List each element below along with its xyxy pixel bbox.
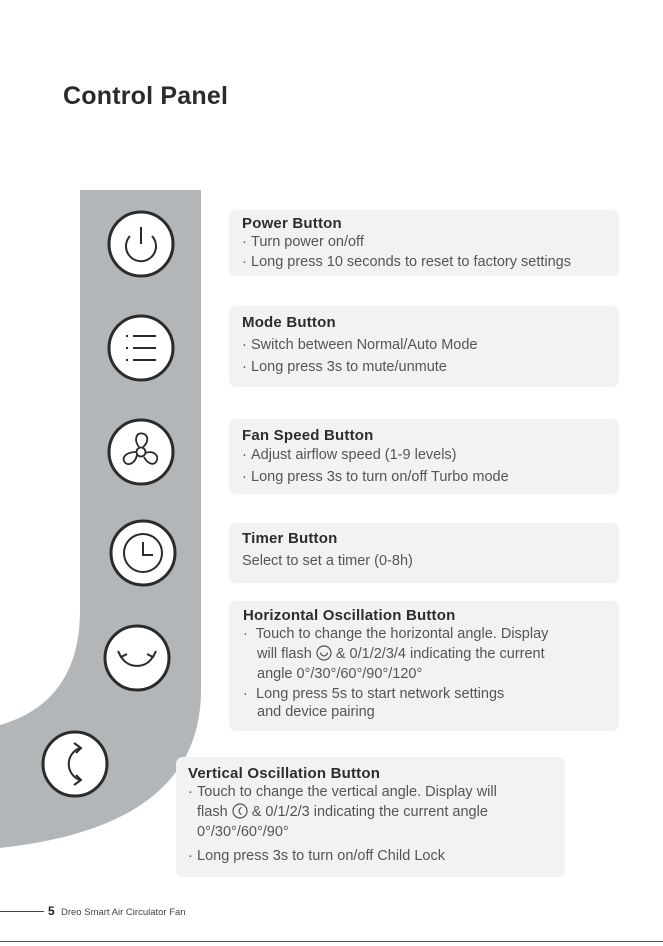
card-line: and device pairing [257, 704, 375, 720]
card-line: · Long press 5s to start network settings [243, 686, 505, 702]
card-line: flash & 0/1/2/3 indicating the current angle [197, 804, 488, 820]
card-line: · Long press 3s to turn on/off Turbo mode [242, 469, 509, 485]
mode-button-card [229, 306, 619, 387]
card-line: · Switch between Normal/Auto Mode [242, 337, 478, 353]
horizontal-oscillation-button-card [229, 601, 619, 731]
vertical-oscillation-button-card [176, 757, 565, 877]
bottom-rule [0, 941, 663, 942]
clock-icon[interactable] [108, 518, 178, 588]
card-line: · Adjust airflow speed (1-9 levels) [242, 447, 457, 463]
card-title: Vertical Oscillation Button [188, 765, 381, 782]
card-title: Fan Speed Button [242, 427, 374, 444]
card-line: · Turn power on/off [242, 234, 364, 250]
card-line: will flash & 0/1/2/3/4 indicating the current [257, 646, 545, 662]
power-icon[interactable] [106, 209, 176, 279]
horizontal-oscillation-icon[interactable] [102, 623, 172, 693]
vertical-oscillation-icon[interactable] [40, 729, 110, 799]
page-number: 5 [48, 904, 55, 918]
footer-product-name: Dreo Smart Air Circulator Fan [61, 907, 186, 918]
card-line: 0°/30°/60°/90° [197, 824, 289, 840]
card-line: · Touch to change the vertical angle. Display will [188, 784, 497, 800]
vertical-oscillation-inline-icon [232, 803, 248, 819]
power-button-card [229, 210, 619, 276]
card-line: · Touch to change the horizontal angle. Display [243, 626, 549, 642]
card-line: angle 0°/30°/60°/90°/120° [257, 666, 423, 682]
card-line: · Long press 3s to mute/unmute [242, 359, 447, 375]
card-line: Select to set a timer (0-8h) [242, 553, 413, 569]
smile-oscillation-icon [316, 645, 332, 661]
page-title: Control Panel [63, 82, 229, 110]
card-title: Mode Button [242, 314, 336, 331]
mode-list-icon[interactable] [106, 313, 176, 383]
card-line: · Long press 10 seconds to reset to factory settings [242, 254, 571, 270]
card-title: Timer Button [242, 530, 338, 547]
card-title: Power Button [242, 215, 342, 232]
card-line: · Long press 3s to turn on/off Child Lock [188, 848, 445, 864]
card-title: Horizontal Oscillation Button [243, 607, 456, 624]
footer-divider [0, 911, 44, 912]
timer-button-card [229, 523, 619, 583]
fan-icon[interactable] [106, 417, 176, 487]
fan-speed-button-card [229, 419, 619, 494]
